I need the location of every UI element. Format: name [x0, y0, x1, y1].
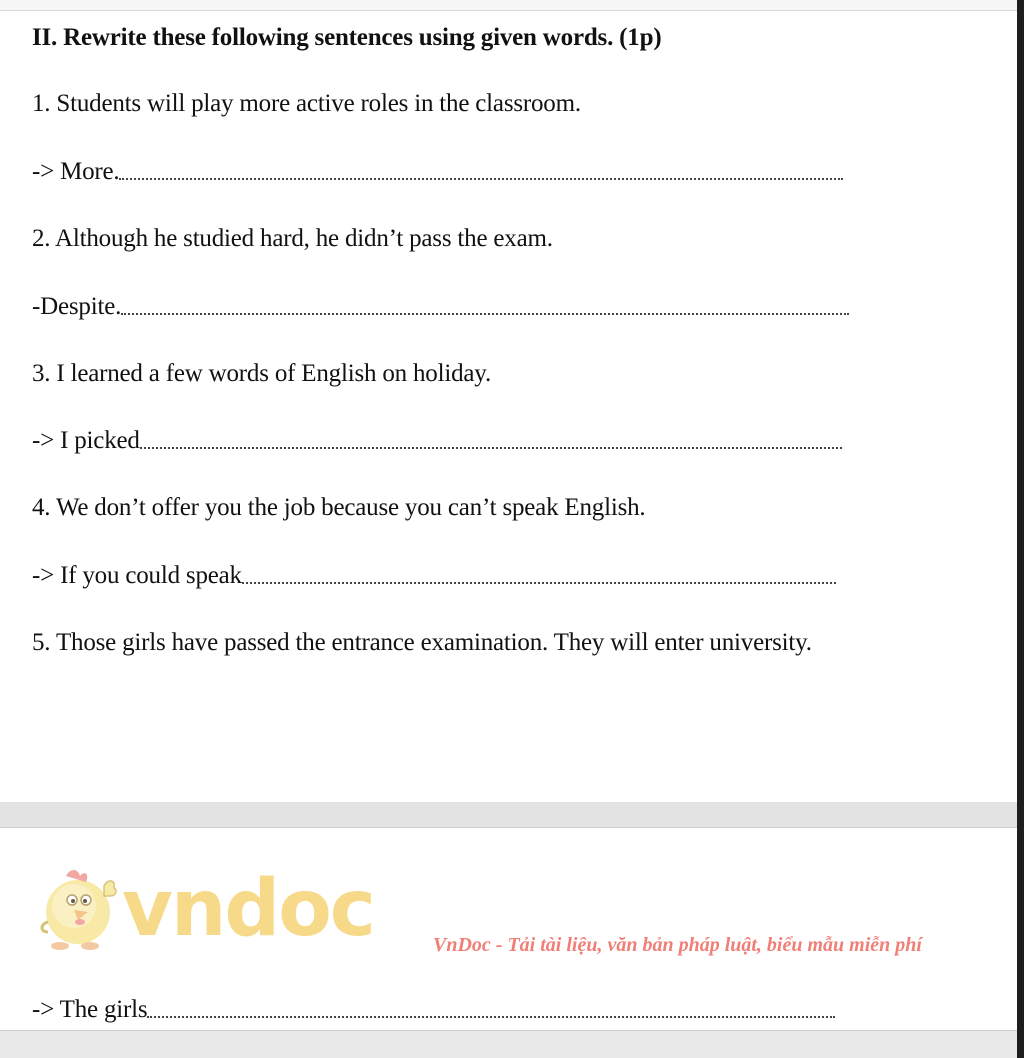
answer-line-5 [32, 996, 835, 1024]
answer-line-1 [32, 158, 843, 186]
answer-line-4 [32, 562, 836, 590]
chick-mascot-icon [38, 866, 120, 954]
question-4: 4. We don’t offer you the job because you can’t speak English. [32, 494, 646, 521]
answer-line-2 [32, 293, 849, 321]
answer-prompt-1: -> More. [32, 158, 120, 185]
vndoc-logo [38, 866, 378, 956]
answer-prompt-2: -Despite. [32, 293, 122, 320]
question-2: 2. Although he studied hard, he didn’t pass the exam. [32, 225, 553, 252]
answer-blank-2[interactable] [121, 307, 849, 315]
answer-blank-4[interactable] [242, 576, 836, 584]
watermark-tagline: VnDoc - Tải tài liệu, văn bản pháp luật, biểu mẫu miễn phí [433, 934, 922, 956]
answer-prompt-4: -> If you could speak [32, 562, 242, 589]
answer-line-3 [32, 427, 842, 455]
window-edge [1017, 0, 1024, 1058]
answer-blank-5[interactable] [147, 1010, 835, 1018]
answer-blank-3[interactable] [140, 441, 842, 449]
answer-prompt-3: -> I picked [32, 427, 140, 454]
question-5: 5. Those girls have passed the entrance examination. They will enter university. [32, 629, 812, 656]
answer-blank-1[interactable] [119, 172, 843, 180]
top-page-edge [0, 0, 1017, 11]
question-1: 1. Students will play more active roles in the classroom. [32, 90, 581, 117]
question-3: 3. I learned a few words of English on holiday. [32, 360, 491, 387]
page-break [0, 802, 1017, 827]
answer-prompt-5: -> The girls [32, 996, 148, 1023]
exercise-heading: II. Rewrite these following sentences using given words. (1p) [32, 24, 662, 51]
logo-wordmark: vndoc [122, 864, 375, 954]
